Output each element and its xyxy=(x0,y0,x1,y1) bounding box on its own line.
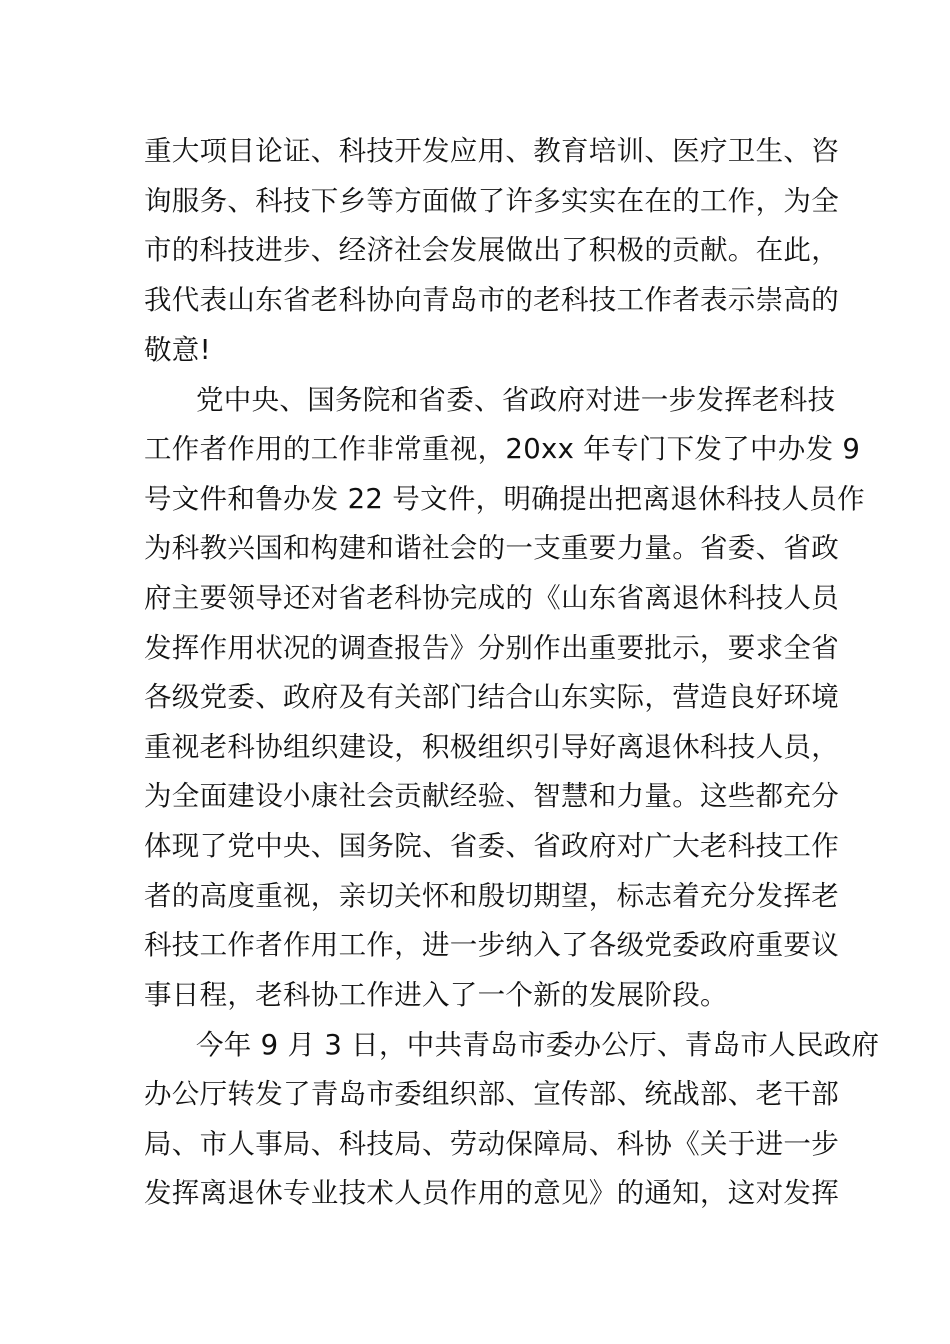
text-line: 府主要领导还对省老科协完成的《山东省离退休科技人员 xyxy=(144,582,839,614)
text-line: 号文件和鲁办发 22 号文件，明确提出把离退休科技人员作 xyxy=(144,483,865,515)
text-line: 重视老科协组织建设，积极组织引导好离退休科技人员， xyxy=(144,731,839,763)
text-line: 体现了党中央、国务院、省委、省政府对广大老科技工作 xyxy=(144,830,839,862)
text-line: 局、市人事局、科技局、劳动保障局、科协《关于进一步 xyxy=(144,1128,839,1160)
text-line: 我代表山东省老科协向青岛市的老科技工作者表示崇高的 xyxy=(144,284,839,316)
text-line: 事日程，老科协工作进入了一个新的发展阶段。 xyxy=(144,979,728,1011)
paragraph-first-line: 党中央、国务院和省委、省政府对进一步发挥老科技 xyxy=(196,384,836,416)
paragraph-first-line: 今年 9 月 3 日，中共青岛市委办公厅、青岛市人民政府 xyxy=(196,1029,880,1061)
text-line: 工作者作用的工作非常重视，20xx 年专门下发了中办发 9 xyxy=(144,433,861,465)
text-line: 发挥作用状况的调查报告》分别作出重要批示，要求全省 xyxy=(144,632,839,664)
text-line: 询服务、科技下乡等方面做了许多实实在在的工作，为全 xyxy=(144,185,839,217)
text-line: 办公厅转发了青岛市委组织部、宣传部、统战部、老干部 xyxy=(144,1078,839,1110)
text-line: 敬意! xyxy=(144,334,211,366)
text-line: 为全面建设小康社会贡献经验、智慧和力量。这些都充分 xyxy=(144,780,839,812)
text-line: 者的高度重视，亲切关怀和殷切期望，标志着充分发挥老 xyxy=(144,880,839,912)
text-line: 科技工作者作用工作，进一步纳入了各级党委政府重要议 xyxy=(144,929,839,961)
text-line: 重大项目论证、科技开发应用、教育培训、医疗卫生、咨 xyxy=(144,135,839,167)
text-line: 市的科技进步、经济社会发展做出了积极的贡献。在此， xyxy=(144,234,839,266)
text-line: 为科教兴国和构建和谐社会的一支重要力量。省委、省政 xyxy=(144,532,839,564)
text-line: 发挥离退休专业技术人员作用的意见》的通知，这对发挥 xyxy=(144,1177,839,1209)
text-line: 各级党委、政府及有关部门结合山东实际，营造良好环境 xyxy=(144,681,839,713)
